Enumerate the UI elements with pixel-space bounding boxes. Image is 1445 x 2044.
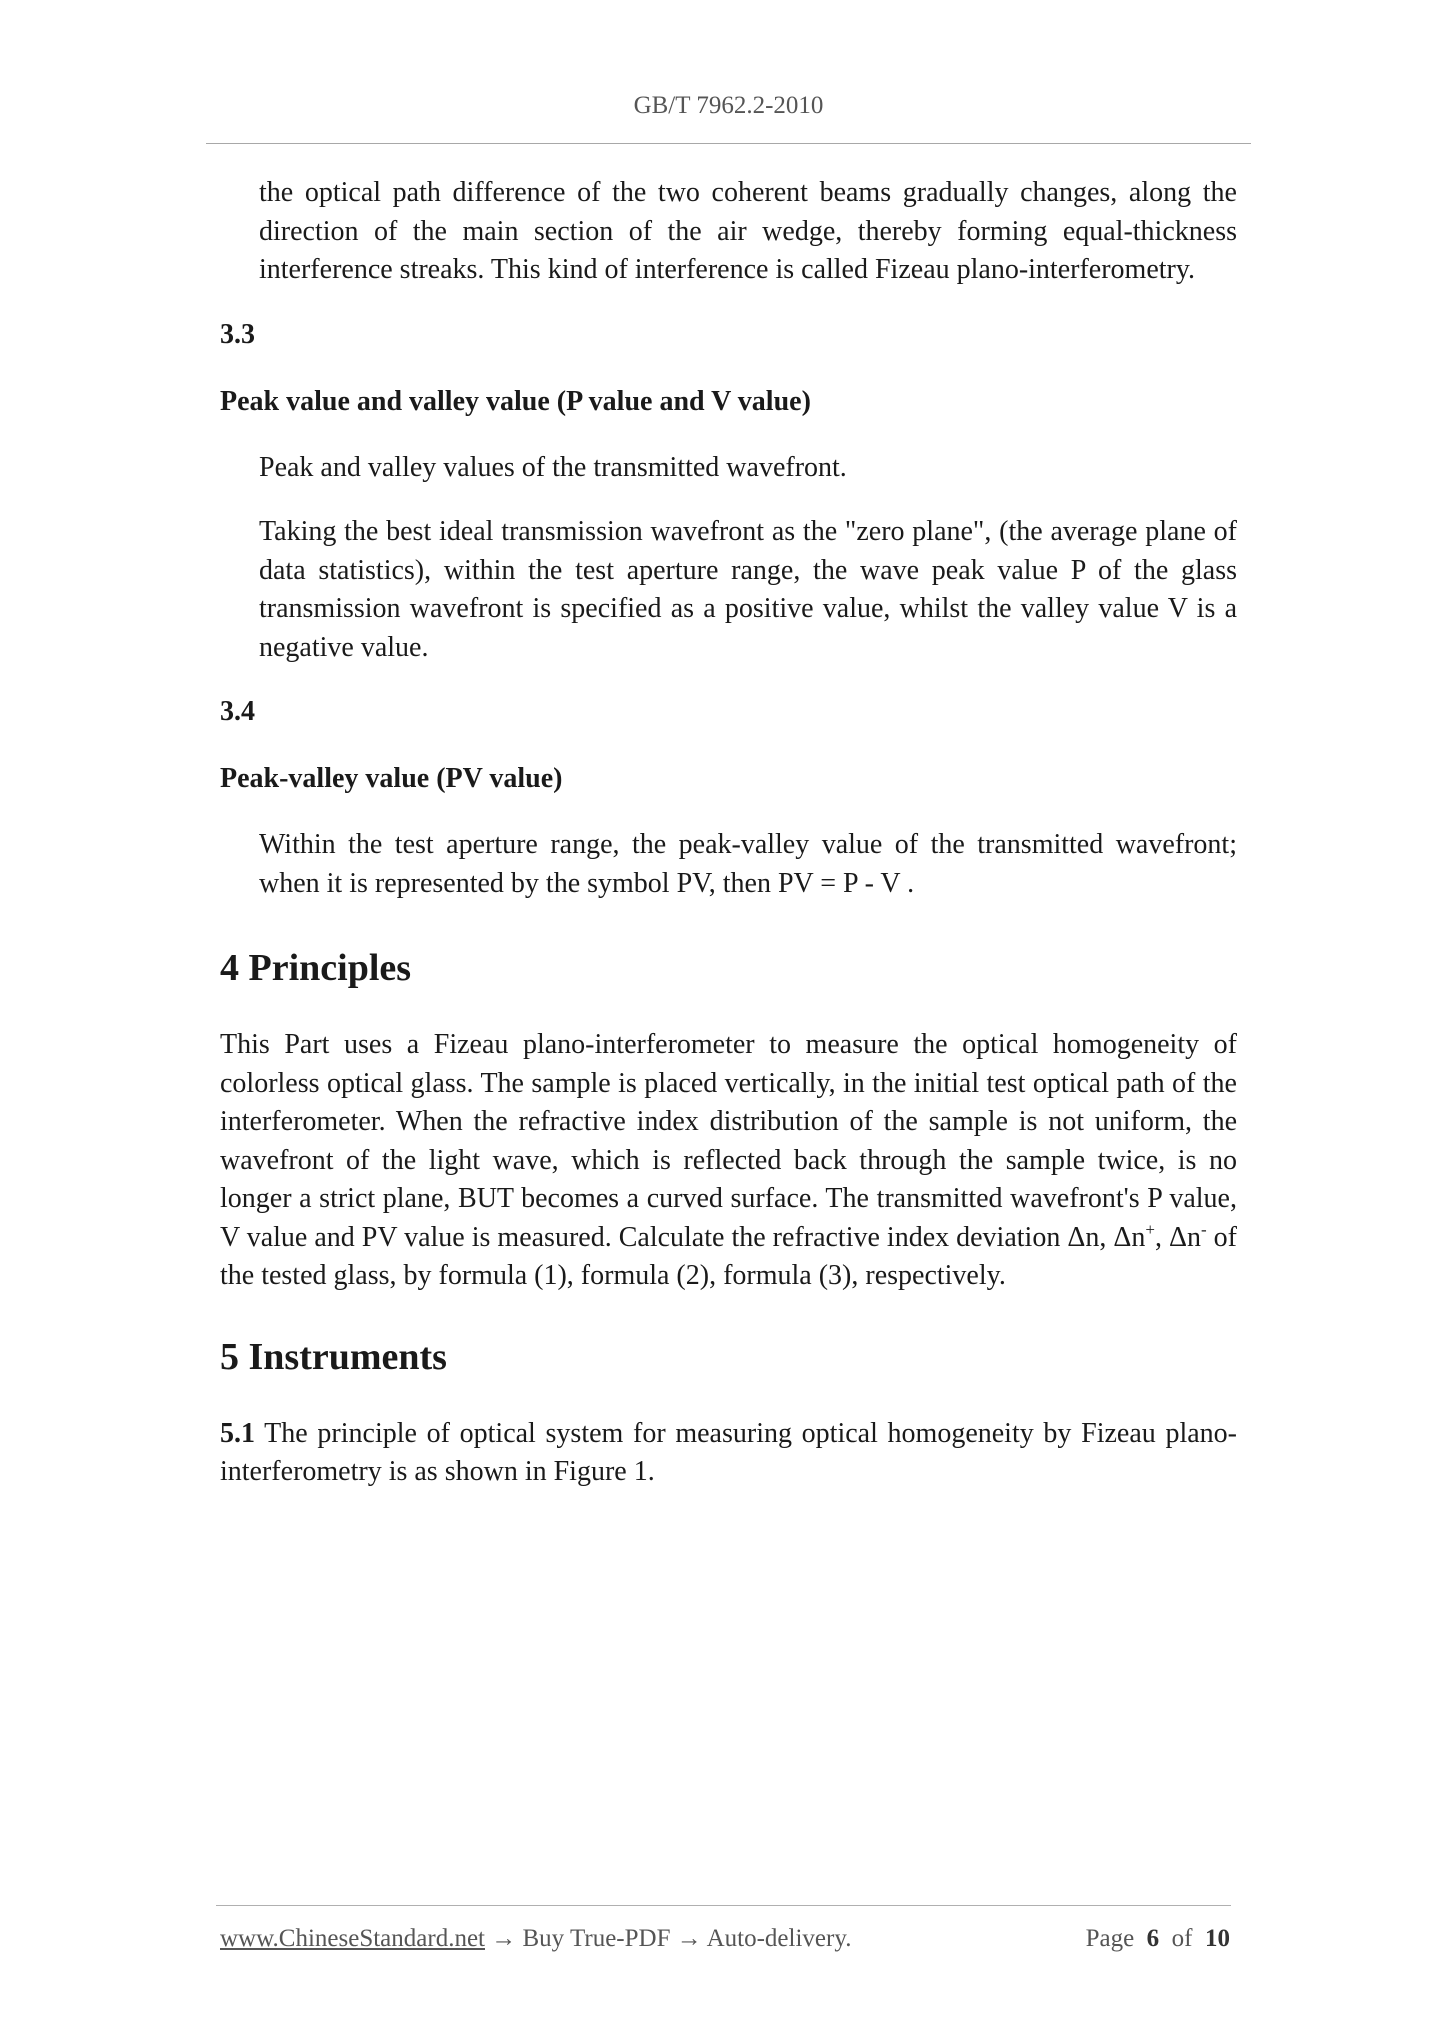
clause-3-3-definition: Peak and valley values of the transmitted wavefront. xyxy=(259,451,847,483)
delta-n-minus: Δn- xyxy=(1168,1219,1207,1253)
current-page: 6 xyxy=(1146,1925,1160,1952)
clause-5-1-text: The principle of optical system for measuring optical homogeneity by Fizeau plano-interferometry is as shown in Figure 1. xyxy=(220,1417,1237,1487)
section-5-title: 5 Instruments xyxy=(220,1335,447,1378)
footer-left xyxy=(220,1925,851,1953)
section-4-body-main: This Part uses a Fizeau plano-interferometer to measure the optical homogeneity of colorless optical glass. The sample is placed vertically, in the initial test optical path of the interferometer. When the refractive index distribution of the sample is not uniform, the wavefront of the light wave, which is reflected back through the sample twice, is no longer a strict plane, BUT becomes a curved surface. The transmitted wavefront's P value, V value and PV value is measured. Calculate the refractive index deviation Δn, xyxy=(220,1029,1237,1253)
clause-3-3-number: 3.3 xyxy=(220,318,255,350)
document-body xyxy=(220,174,1237,1492)
clause-5-1 xyxy=(220,1415,1237,1492)
section-4-title: 4 Principles xyxy=(220,947,412,989)
page-header: GB/T 7962.2-2010 xyxy=(633,92,824,119)
clause-3-3-note: Taking the best ideal transmission wavefront as the "zero plane", (the average plane of data statistics), within the test aperture range, the wave peak value P of the glass transmission wavefront is specified as a positive value, whilst the valley value V is a negative value. xyxy=(259,516,1237,663)
clause-5-1-number: 5.1 xyxy=(220,1417,255,1449)
clause-3-4-definition: Within the test aperture range, the peak-valley value of the transmitted wavefront; when it is represented by the symbol PV, then PV = P - V . xyxy=(259,829,1237,899)
header-divider xyxy=(206,143,1251,144)
promo-text: → Buy True-PDF → Auto-delivery. xyxy=(485,1925,852,1952)
clause-3-3-term: Peak value and valley value (P value and V value) xyxy=(220,385,811,417)
clause-3-4-term: Peak-valley value (PV value) xyxy=(220,763,563,794)
total-pages: 10 xyxy=(1205,1925,1230,1952)
site-link[interactable]: www.ChineseStandard.net xyxy=(220,1925,485,1952)
section-4-body: This Part uses a Fizeau plano-interferometer to measure the optical homogeneity of colorless optical glass. The sample is placed vertically, in the initial test optical path of the interferometer. When the refractive index distribution of the sample is not uniform, the wavefront of the light wave, which is reflected back through the sample twice, is no longer a strict plane, BUT becomes a curved surface. The transmitted wavefront's P value, V value and PV value is measured. Calculate the refractive index deviation Δn, Δn+, Δn- of the tested glass, by formula (1), formula (2), formula (3), respectively. xyxy=(220,1029,1238,1291)
section-4-body-end: of the tested glass, by formula (1), formula (2), formula (3), respectively. xyxy=(220,1221,1238,1291)
page-footer xyxy=(220,1925,1230,1953)
clause-3-4-number: 3.4 xyxy=(220,696,255,727)
intro-paragraph: the optical path difference of the two coherent beams gradually changes, along the direction of the main section of the air wedge, thereby forming equal-thickness interference streaks. This kind of interference is called Fizeau plano-interferometry. xyxy=(259,177,1237,285)
page-indicator: Page 6 of 10 xyxy=(1085,1925,1230,1952)
delta-n-plus: Δn+ xyxy=(1113,1219,1155,1253)
footer-divider xyxy=(216,1905,1231,1906)
